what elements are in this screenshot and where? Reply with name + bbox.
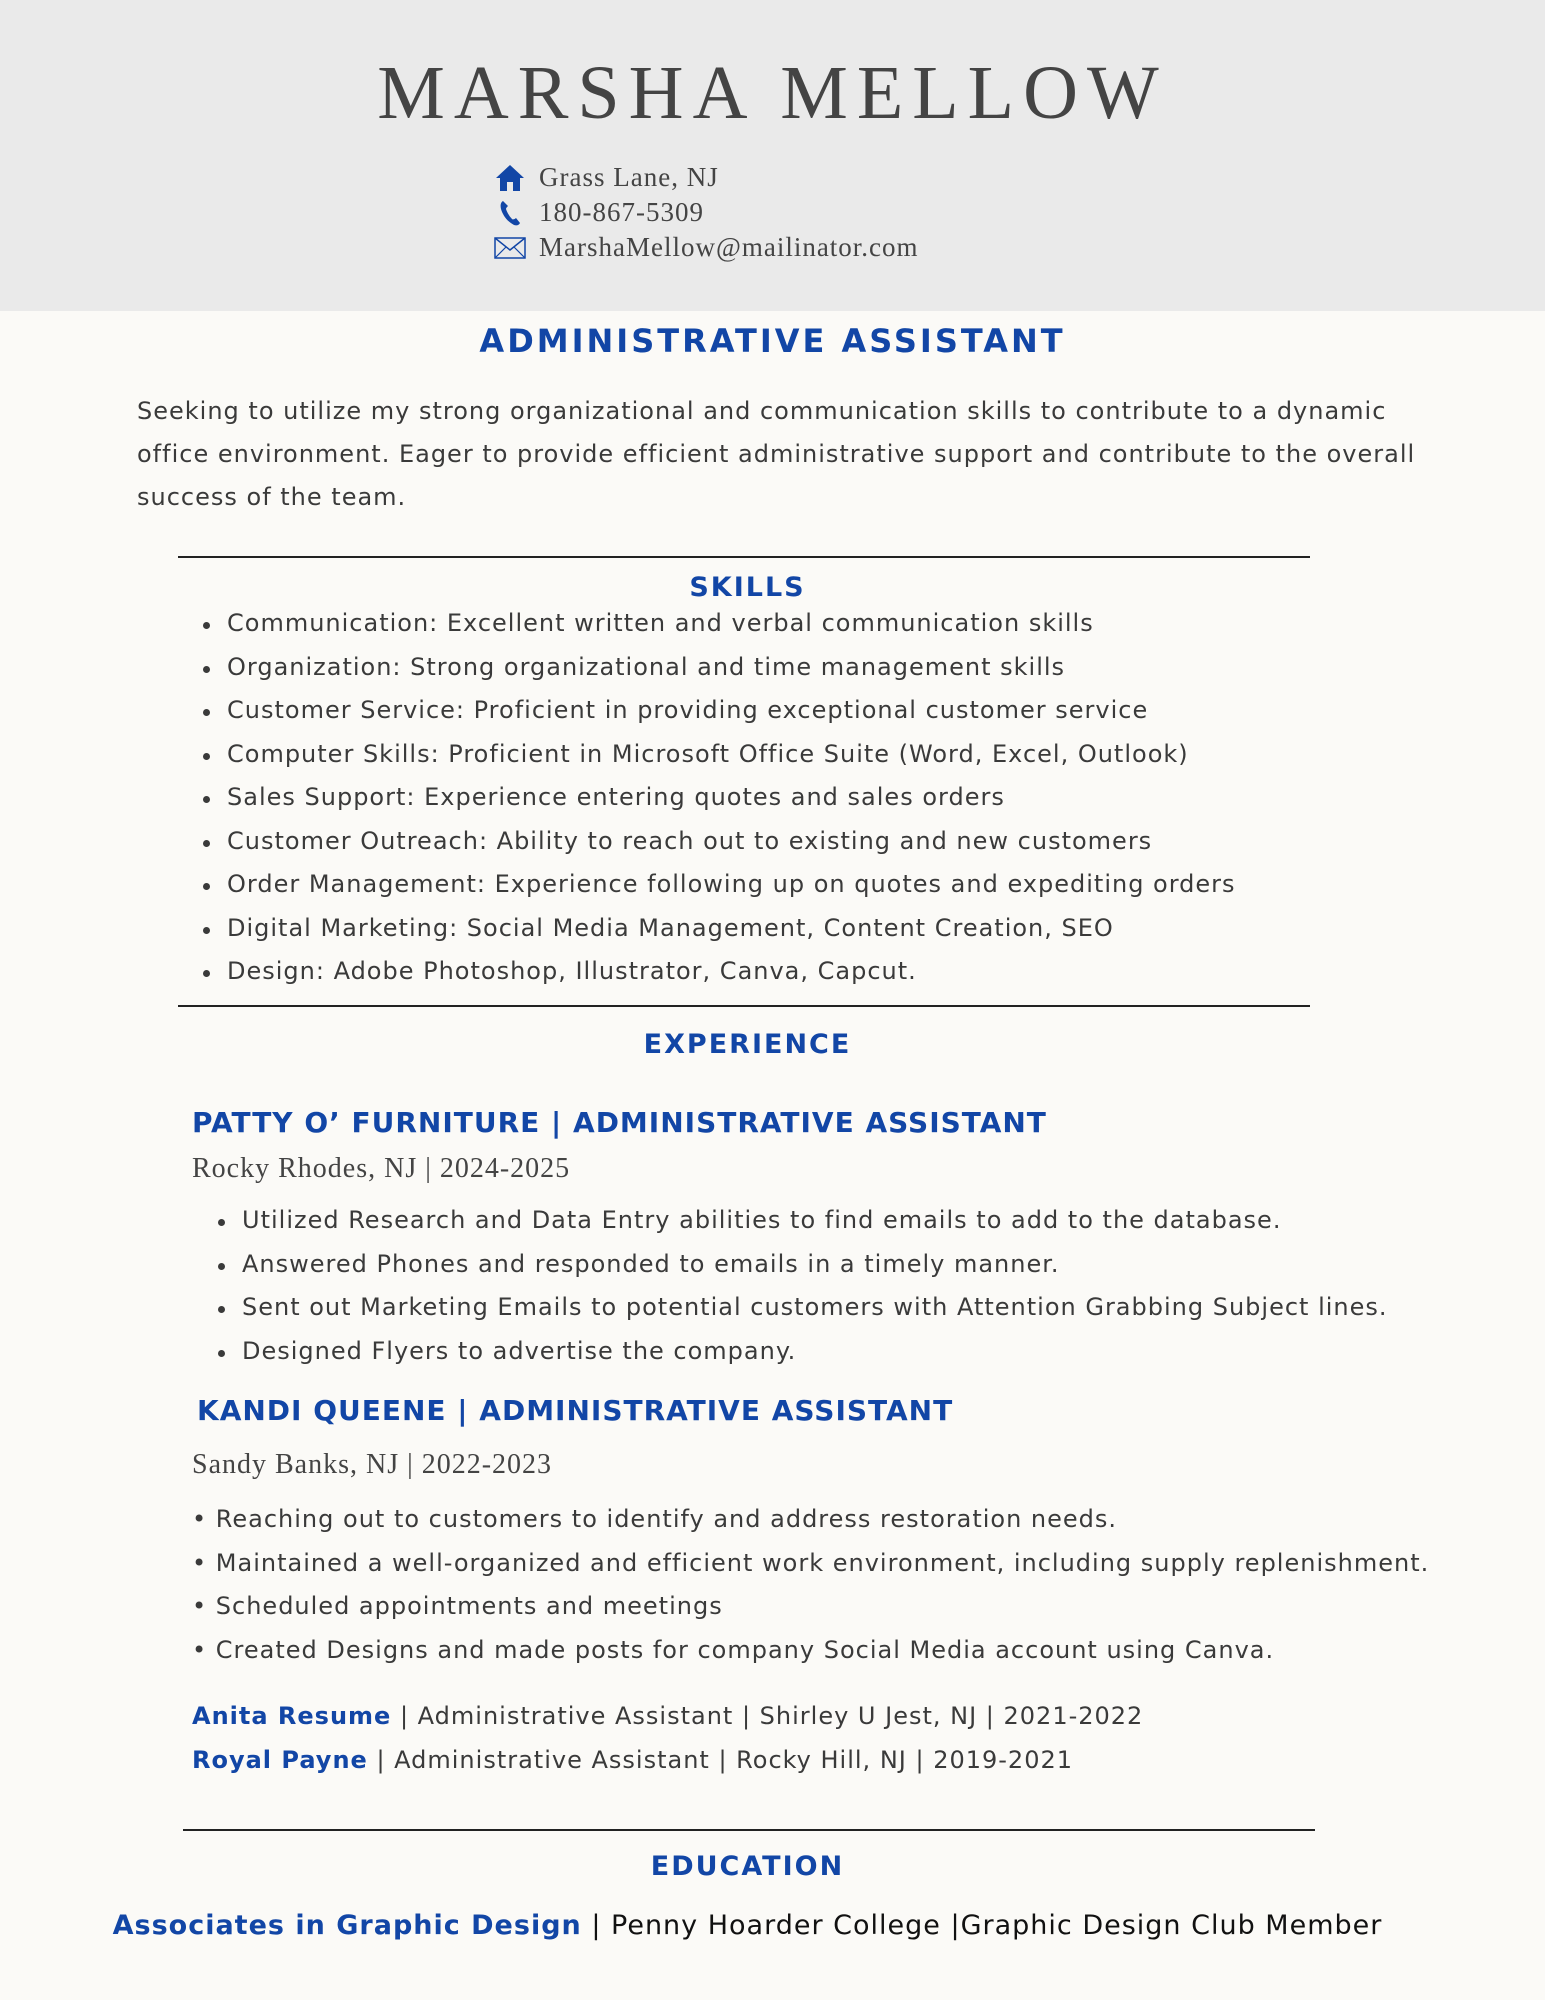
job-bullet: • Created Designs and made posts for company Social Media account using Canva.: [192, 1635, 1275, 1664]
contact-email: [493, 230, 919, 265]
prior-details: | Administrative Assistant | Rocky Hill, NJ | 2019-2021: [367, 1746, 1074, 1774]
job-location: Rocky Rhodes, NJ | 2024-2025: [192, 1153, 571, 1184]
experience-heading: EXPERIENCE: [643, 1029, 852, 1060]
skill-item: Organization: Strong organizational and time management skills: [200, 646, 1236, 690]
job-bullet: • Maintained a well-organized and efficient work environment, including supply replenishment.: [192, 1548, 1430, 1577]
skill-item: Communication: Excellent written and verbal communication skills: [200, 602, 1236, 646]
job-bullet: Answered Phones and responded to emails in a timely manner.: [215, 1243, 1388, 1287]
skill-item: Digital Marketing: Social Media Management, Content Creation, SEO: [200, 907, 1236, 951]
job-bullet: Designed Flyers to advertise the company.: [215, 1330, 1388, 1374]
prior-company: Royal Payne: [192, 1746, 368, 1774]
job-bullet: Utilized Research and Data Entry abilities to find emails to add to the database.: [215, 1199, 1388, 1243]
job-bullet: Sent out Marketing Emails to potential customers with Attention Grabbing Subject lines.: [215, 1286, 1388, 1330]
job-bullet: • Reaching out to customers to identify and address restoration needs.: [192, 1505, 1118, 1533]
skill-item: Order Management: Experience following up on quotes and expediting orders: [200, 863, 1236, 907]
job-location: Sandy Banks, NJ | 2022-2023: [192, 1449, 553, 1480]
phone-text: 180-867-5309: [539, 197, 704, 227]
contact-phone: [493, 195, 919, 230]
summary-paragraph: Seeking to utilize my strong organizational and communication skills to contribute to a dynamic office environment. Eager to provide efficient administrative support and contribute to the overall success of the team.: [137, 397, 1416, 511]
job-bullets: [215, 1199, 1388, 1373]
prior-job: [192, 1746, 1073, 1774]
job-heading: PATTY O’ FURNITURE | ADMINISTRATIVE ASSISTANT: [192, 1106, 1047, 1139]
education-heading: EDUCATION: [650, 1851, 845, 1882]
degree: Associates in Graphic Design: [112, 1910, 582, 1941]
address-text: Grass Lane, NJ: [539, 162, 719, 192]
skills-list: [200, 602, 1236, 994]
skill-item: Customer Service: Proficient in providing exceptional customer service: [200, 689, 1236, 733]
education-details: | Penny Hoarder College |Graphic Design Club Member: [581, 1910, 1383, 1941]
prior-job: [192, 1702, 1143, 1730]
divider: [178, 1005, 1310, 1007]
education-line: [0, 1910, 1495, 1941]
contact-block: [493, 160, 919, 265]
home-icon: [493, 163, 527, 193]
skill-item: Sales Support: Experience entering quotes and sales orders: [200, 776, 1236, 820]
skill-item: Customer Outreach: Ability to reach out to existing and new customers: [200, 820, 1236, 864]
skills-heading: SKILLS: [689, 572, 806, 603]
divider: [183, 1829, 1315, 1831]
mail-icon: [493, 233, 527, 263]
phone-icon: [493, 198, 527, 228]
skill-item: Design: Adobe Photoshop, Illustrator, Canva, Capcut.: [200, 950, 1236, 994]
candidate-name: MARSHA MELLOW: [377, 51, 1168, 135]
prior-details: | Administrative Assistant | Shirley U Jest, NJ | 2021-2022: [391, 1702, 1144, 1730]
job-bullets: [192, 1498, 1429, 1672]
header-band: [0, 0, 1545, 311]
job-bullet: • Scheduled appointments and meetings: [192, 1592, 723, 1620]
contact-address: [493, 160, 919, 195]
job-heading: KANDI QUEENE | ADMINISTRATIVE ASSISTANT: [197, 1394, 954, 1427]
divider: [178, 556, 1310, 558]
job-title: ADMINISTRATIVE ASSISTANT: [479, 322, 1066, 360]
prior-company: Anita Resume: [192, 1702, 392, 1730]
skill-item: Computer Skills: Proficient in Microsoft Office Suite (Word, Excel, Outlook): [200, 733, 1236, 777]
email-text[interactable]: MarshaMellow@mailinator.com: [539, 232, 919, 262]
